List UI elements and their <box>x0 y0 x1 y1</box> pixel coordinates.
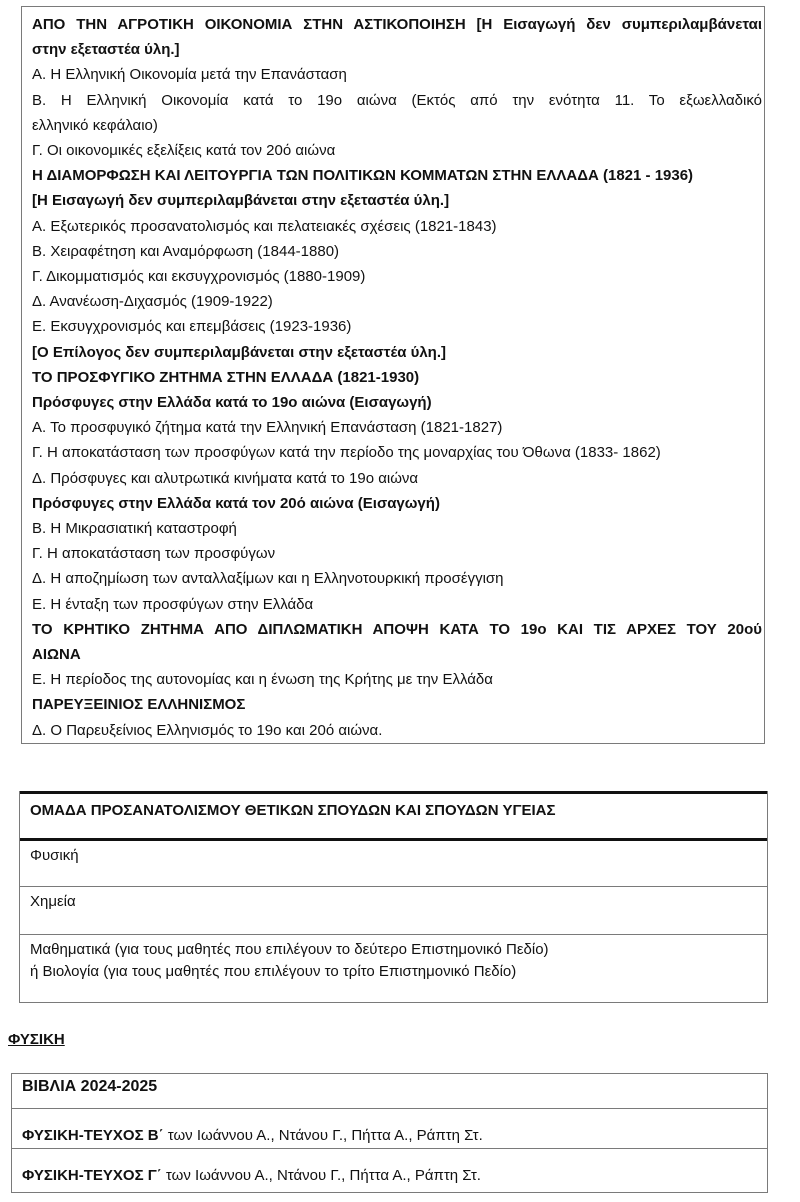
syllabus-item-line: Ε. Εκσυγχρονισμός και επεμβάσεις (1923-1936) <box>32 318 352 336</box>
syllabus-heading-line: [Η Εισαγωγή δεν συμπεριλαμβάνεται στην εξεταστέα ύλη.] <box>32 192 450 210</box>
book-authors: των Ιωάννου Α., Ντάνου Γ., Πήττα Α., Ράπτη Στ. <box>163 1127 483 1144</box>
syllabus-heading-line: ΤΟ ΠΡΟΣΦΥΓΙΚΟ ΖΗΤΗΜΑ ΣΤΗΝ ΕΛΛΑΔΑ (1821-1930) <box>32 368 420 386</box>
physics-section-heading: ΦΥΣΙΚΗ <box>8 1031 65 1048</box>
biology-option-line: ή Βιολογία (για τους μαθητές που επιλέγουν το τρίτο Επιστημονικό Πεδίο) <box>30 963 517 980</box>
syllabus-item-line: Ε. Η ένταξη των προσφύγων στην Ελλάδα <box>32 595 314 613</box>
book-row <box>12 1149 767 1189</box>
book-title: ΦΥΣΙΚΗ-ΤΕΥΧΟΣ Β΄ <box>22 1127 164 1144</box>
syllabus-heading-line: στην εξεταστέα ύλη.] <box>32 41 180 59</box>
syllabus-item-line: Β. Η Ελληνική Οικονομία κατά το 19ο αιώνα (Εκτός από την ενότητα 11. Το εξωελλαδικό <box>32 91 762 109</box>
syllabus-item-line: Β. Χειραφέτηση και Αναμόρφωση (1844-1880) <box>32 242 340 260</box>
syllabus-item-line: ελληνικό κεφάλαιο) <box>32 116 158 134</box>
subject-row-math-or-biology <box>20 934 767 1002</box>
syllabus-item-line: Β. Η Μικρασιατική καταστροφή <box>32 520 237 538</box>
syllabus-item-line: Δ. Η αποζημίωση των ανταλλαξίμων και η Ελληνοτουρκική προσέγγιση <box>32 570 504 588</box>
syllabus-heading-line: ΑΠΟ ΤΗΝ ΑΓΡΟΤΙΚΗ ΟΙΚΟΝΟΜΙΑ ΣΤΗΝ ΑΣΤΙΚΟΠΟΙΗΣΗ [Η Εισαγωγή δεν συμπεριλαμβάνεται <box>32 16 762 33</box>
books-table-header: ΒΙΒΛΙΑ 2024-2025 <box>12 1074 767 1109</box>
syllabus-heading-line: ΤΟ ΚΡΗΤΙΚΟ ΖΗΤΗΜΑ ΑΠΟ ΔΙΠΛΩΜΑΤΙΚΗ ΑΠΟΨΗ ΚΑΤΑ ΤΟ 19ο ΚΑΙ ΤΙΣ ΑΡΧΕΣ ΤΟΥ 20ού <box>32 620 762 638</box>
syllabus-item-line: Α. Εξωτερικός προσανατολισμός και πελατειακές σχέσεις (1821-1843) <box>32 217 497 235</box>
orientation-group-header: ΟΜΑΔΑ ΠΡΟΣΑΝΑΤΟΛΙΣΜΟΥ ΘΕΤΙΚΩΝ ΣΠΟΥΔΩΝ ΚΑΙ ΣΠΟΥΔΩΝ ΥΓΕΙΑΣ <box>20 791 767 838</box>
syllabus-item-line: Γ. Η αποκατάσταση των προσφύγων κατά την περίοδο της μοναρχίας του Όθωνα (1833- 1862) <box>32 444 661 462</box>
syllabus-heading-line: Πρόσφυγες στην Ελλάδα κατά τον 20ό αιώνα (Εισαγωγή) <box>32 494 440 512</box>
syllabus-heading-line: Πρόσφυγες στην Ελλάδα κατά το 19ο αιώνα (Εισαγωγή) <box>32 394 432 412</box>
syllabus-item-line: Δ. Ο Παρευξείνιος Ελληνισμός το 19ο και 20ό αιώνα. <box>32 721 383 739</box>
syllabus-item-line: Δ. Πρόσφυγες και αλυτρωτικά κινήματα κατά το 19ο αιώνα <box>32 469 419 487</box>
syllabus-item-line: Γ. Η αποκατάσταση των προσφύγων <box>32 545 276 563</box>
book-title: ΦΥΣΙΚΗ-ΤΕΥΧΟΣ Γ΄ <box>22 1167 162 1184</box>
syllabus-heading-line: [Ο Επίλογος δεν συμπεριλαμβάνεται στην εξεταστέα ύλη.] <box>32 343 447 361</box>
book-authors: των Ιωάννου Α., Ντάνου Γ., Πήττα Α., Ράπτη Στ. <box>161 1167 481 1184</box>
syllabus-heading-line: ΠΑΡΕΥΞΕΙΝΙΟΣ ΕΛΛΗΝΙΣΜΟΣ <box>32 696 246 714</box>
syllabus-heading-line: ΑΙΩΝΑ <box>32 646 81 664</box>
subject-row-chemistry: Χημεία <box>20 886 767 934</box>
syllabus-item-line: Ε. Η περίοδος της αυτονομίας και η ένωση της Κρήτης με την Ελλάδα <box>32 671 493 689</box>
math-option-line: Μαθηματικά (για τους μαθητές που επιλέγουν το δεύτερο Επιστημονικό Πεδίο) <box>30 941 549 958</box>
syllabus-heading-line: Η ΔΙΑΜΟΡΦΩΣΗ ΚΑΙ ΛΕΙΤΟΥΡΓΙΑ ΤΩΝ ΠΟΛΙΤΙΚΩΝ ΚΟΜΜΑΤΩΝ ΣΤΗΝ ΕΛΛΑΔΑ (1821 - 1936) <box>32 167 694 185</box>
syllabus-item-line: Α. Η Ελληνική Οικονομία μετά την Επανάσταση <box>32 66 347 84</box>
syllabus-item-line: Γ. Δικομματισμός και εκσυγχρονισμός (1880-1909) <box>32 268 366 286</box>
subject-row-physics: Φυσική <box>20 838 767 886</box>
syllabus-item-line: Δ. Ανανέωση-Διχασμός (1909-1922) <box>32 293 273 311</box>
orientation-group-table <box>19 791 768 1003</box>
book-row <box>12 1109 767 1149</box>
syllabus-history-box <box>21 6 765 744</box>
syllabus-item-line: Γ. Οι οικονομικές εξελίξεις κατά τον 20ό αιώνα <box>32 142 336 160</box>
books-table <box>11 1073 768 1193</box>
syllabus-item-line: Α. Το προσφυγικό ζήτημα κατά την Ελληνική Επανάσταση (1821-1827) <box>32 419 503 437</box>
